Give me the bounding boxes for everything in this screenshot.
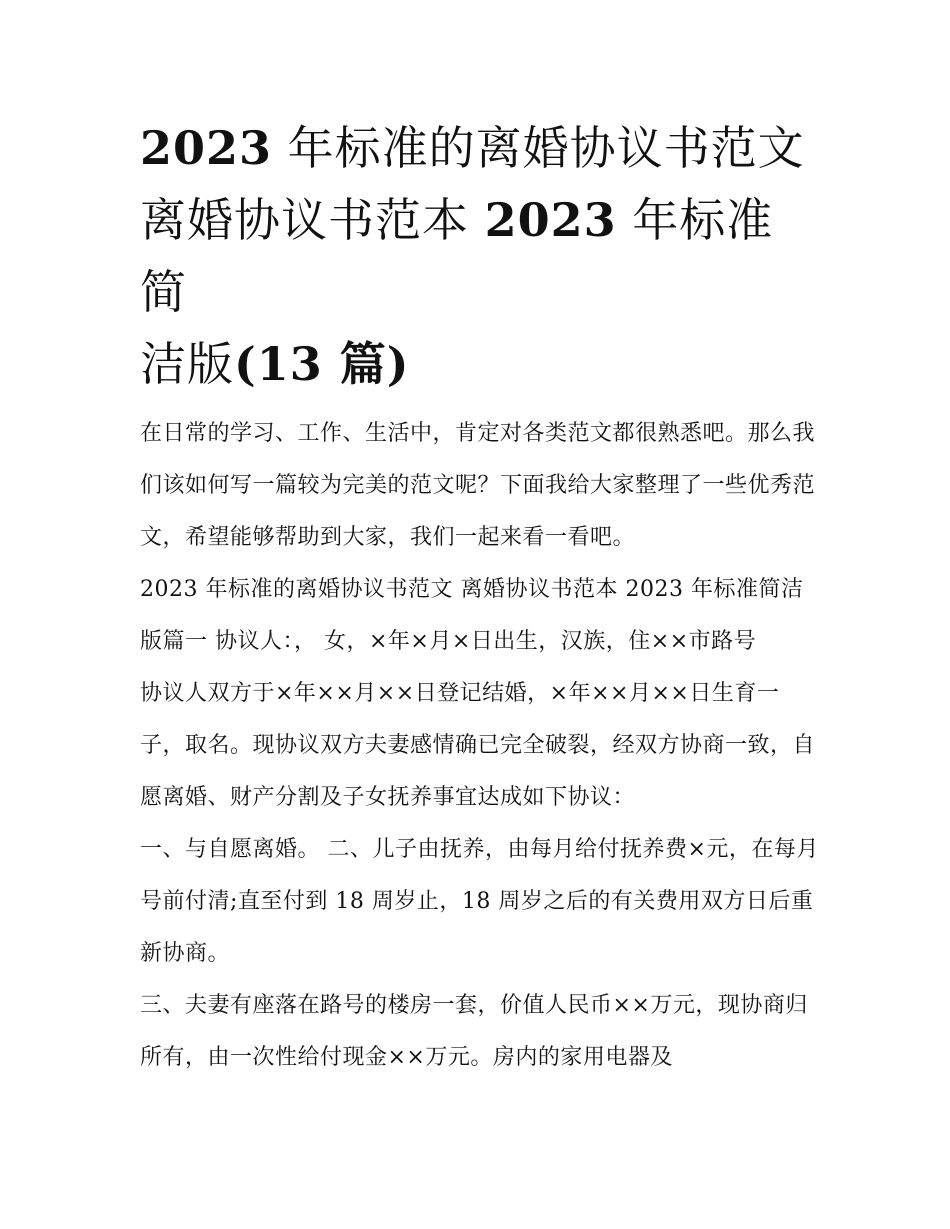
intro-paragraph: 在日常的学习、工作、生活中，肯定对各类范文都很熟悉吧。那么我们该如何写一篇较为完美的范文呢？下面我给大家整理了一些优秀范文，希望能够帮助到大家，我们一起来看一看吧。 [140, 421, 816, 550]
article-heading-paragraph: 2023 年标准的离婚协议书范文 离婚协议书范本 2023 年标准简洁版篇一 协议人：， 女，×年×月×日出生，汉族，住××市路号 [140, 577, 804, 654]
title-text-1: 年标准的离婚协议书范文 [272, 121, 805, 175]
marriage-statement-paragraph: 协议人双方于×年××月××日登记结婚，×年××月××日生育一子，取名。现协议双方夫妻感情确已完全破裂，经双方协商一致，自愿离婚、财产分割及子女抚养事宜达成如下协议： [140, 681, 816, 810]
clause-3-paragraph: 三、夫妻有座落在路号的楼房一套，价值人民币××万元，现协商归所有，由一次性给付现金××万元。房内的家用电器及 [140, 993, 808, 1070]
title-text-3: 年标准简 [140, 193, 774, 319]
title-text-4: 洁版 [140, 337, 234, 391]
clause-1-2-paragraph: 一、与自愿离婚。 二、儿子由抚养，由每月给付抚养费×元，在每月号前付清;直至付到 18 周岁止，18 周岁之后的有关费用双方日后重新协商。 [140, 837, 819, 966]
title-text-2: 离婚协议书范本 [140, 193, 485, 247]
document-page [140, 112, 820, 1084]
document-title [140, 112, 820, 400]
title-count: (13 篇) [234, 337, 410, 391]
title-year-2: 2023 [484, 193, 617, 247]
title-year-1: 2023 [140, 121, 273, 175]
document-body [140, 408, 820, 1084]
